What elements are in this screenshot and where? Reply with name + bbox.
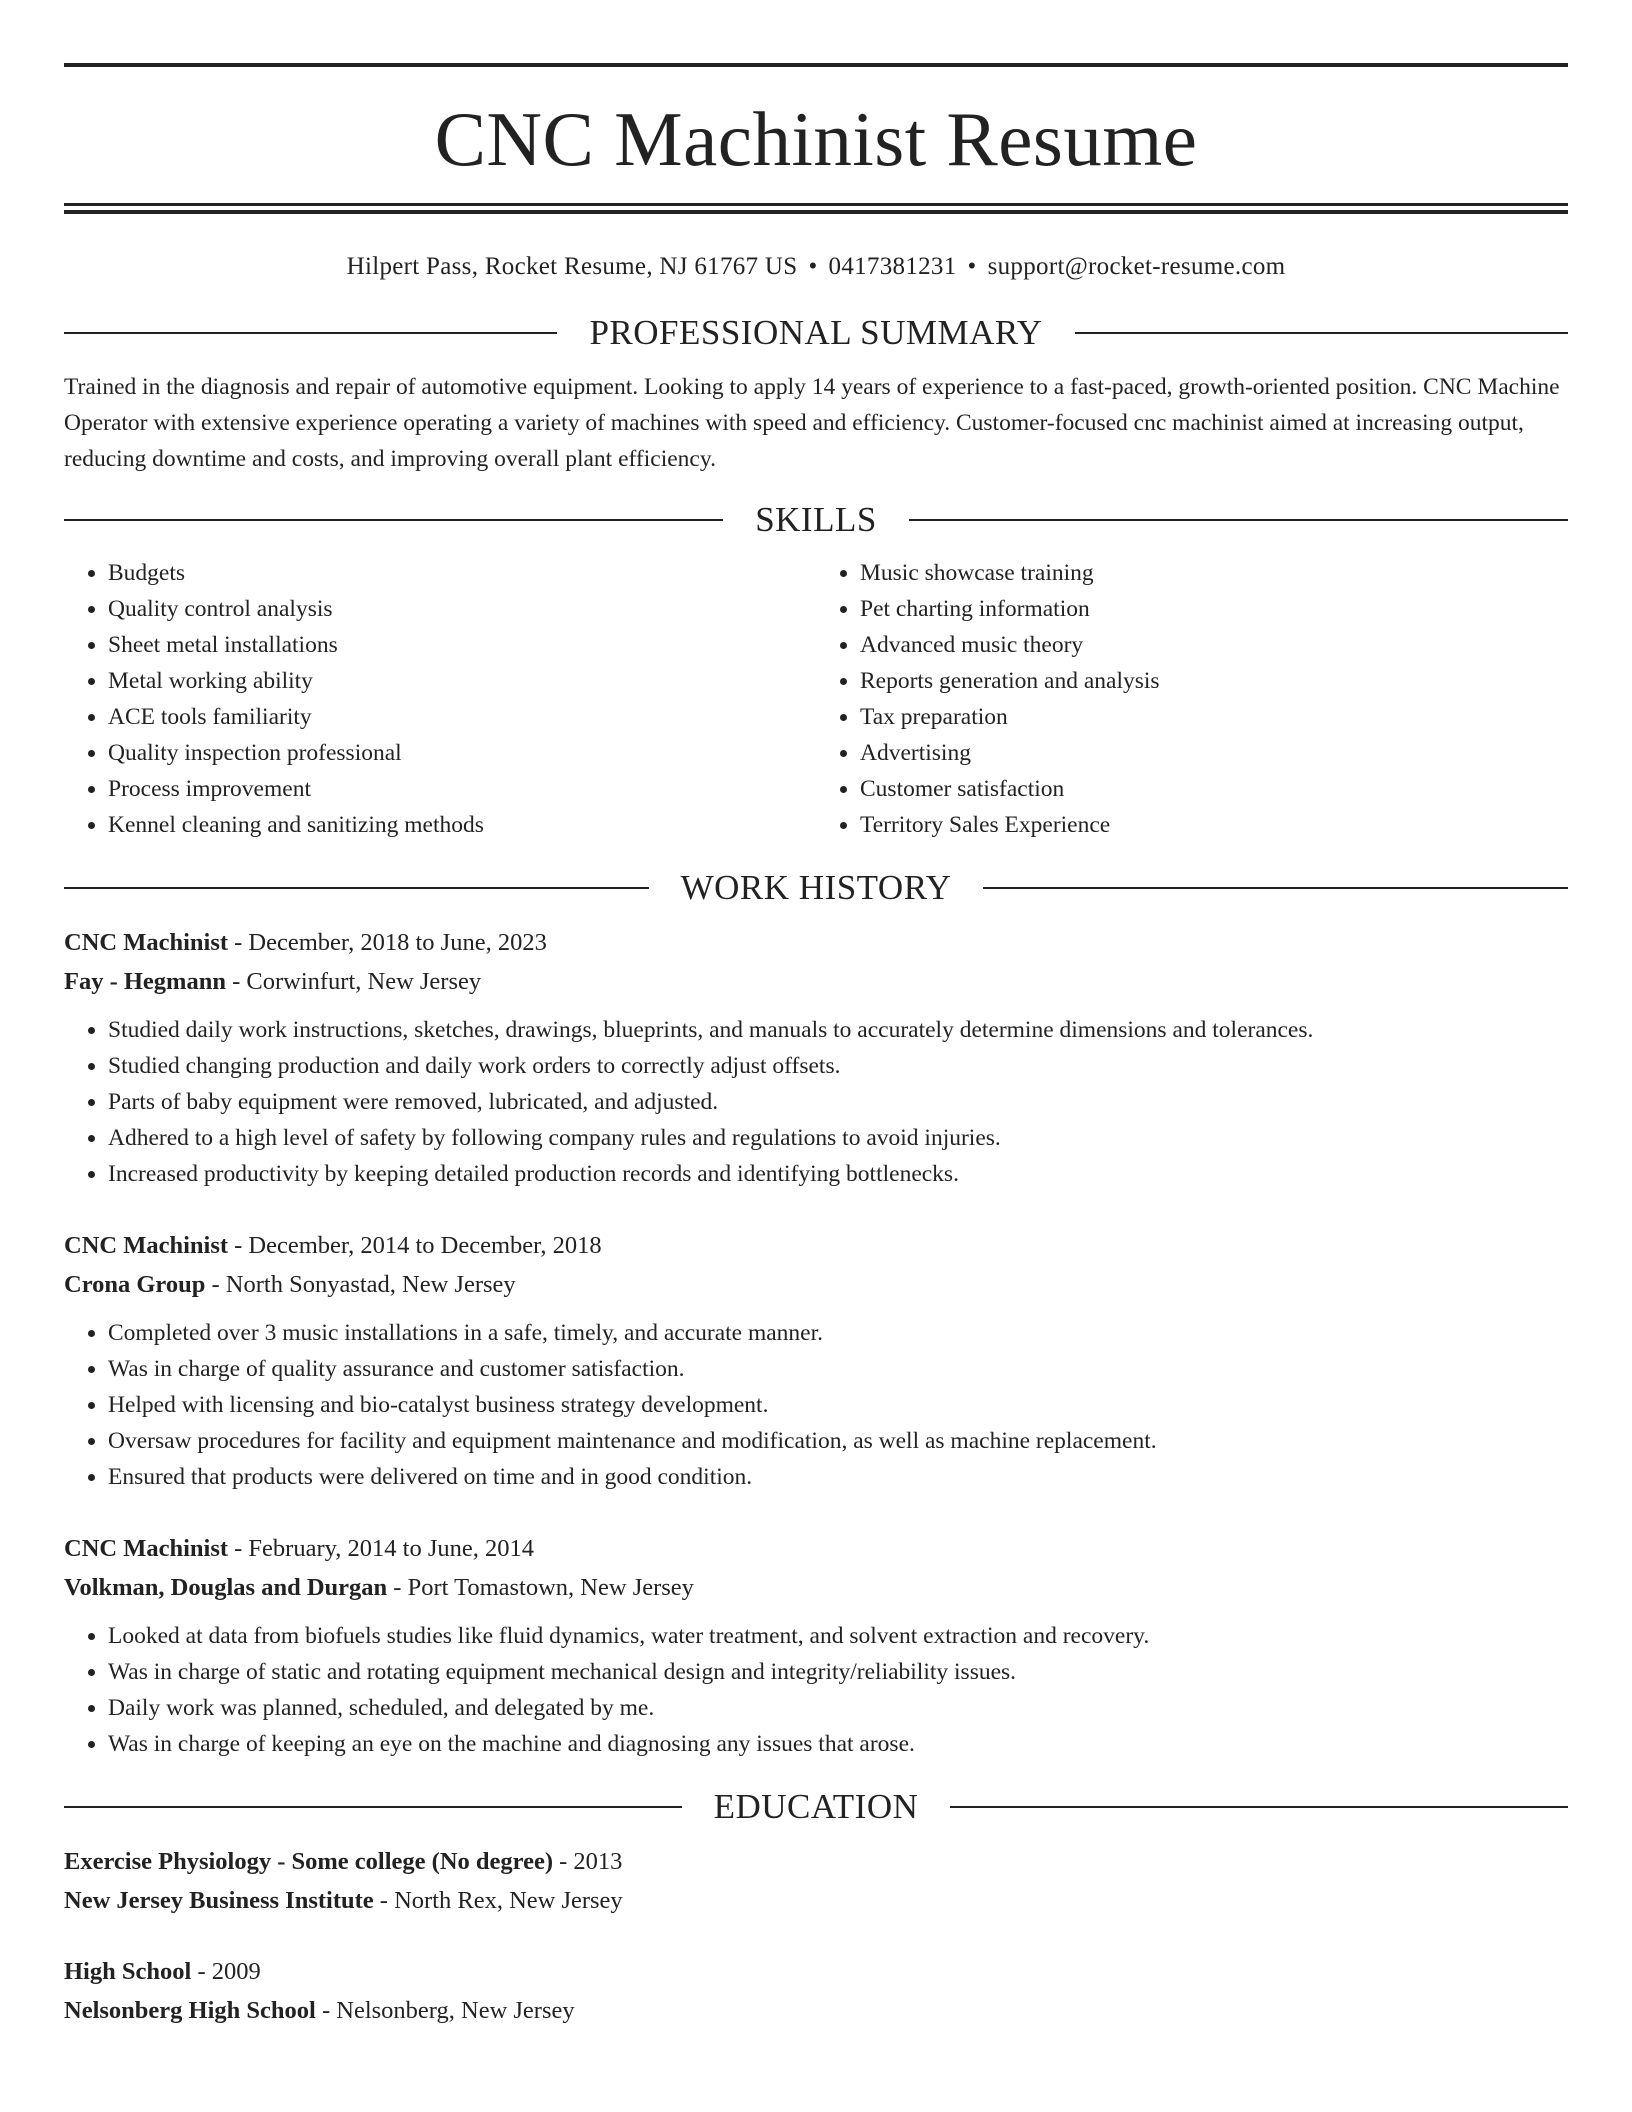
job-bullet: • Was in charge of quality assurance and customer satisfaction. <box>108 1351 1568 1387</box>
job-bullet: • Was in charge of static and rotating equipment mechanical design and integrity/reliability issues. <box>108 1654 1568 1690</box>
job-title: CNC Machinist <box>64 1232 229 1259</box>
divider-line <box>950 1806 1568 1808</box>
divider-line <box>909 519 1568 521</box>
skill-item: • Reports generation and analysis <box>860 663 1568 699</box>
title-double-rule <box>64 203 1568 214</box>
skill-item: • Quality control analysis <box>108 591 816 627</box>
job-bullet: • Was in charge of keeping an eye on the machine and diagnosing any issues that arose. <box>108 1726 1568 1762</box>
job-title-line <box>64 1529 1568 1569</box>
skill-item: • Territory Sales Experience <box>860 807 1568 843</box>
job-title-line <box>64 923 1568 963</box>
section-title: EDUCATION <box>713 1787 919 1826</box>
section-title: PROFESSIONAL SUMMARY <box>589 313 1043 352</box>
divider-line <box>64 332 557 334</box>
job-bullet: • Parts of baby equipment were removed, lubricated, and adjusted. <box>108 1084 1568 1120</box>
contact-separator: • <box>967 253 977 280</box>
job-company-line <box>64 962 1568 1002</box>
contact-email: support@rocket-resume.com <box>987 253 1286 280</box>
job-bullet: • Completed over 3 music installations in a safe, timely, and accurate manner. <box>108 1315 1568 1351</box>
work-history-list <box>64 923 1568 1762</box>
skill-item: • ACE tools familiarity <box>108 699 816 735</box>
skill-item: • Budgets <box>108 555 816 591</box>
job-bullets <box>64 1618 1568 1762</box>
job-bullet: • Looked at data from biofuels studies like fluid dynamics, water treatment, and solvent extraction and recovery. <box>108 1618 1568 1654</box>
summary-text: Trained in the diagnosis and repair of automotive equipment. Looking to apply 14 years of experience to a fast-paced, growth-oriented position. CNC Machine Operator with extensive experience operating a variety of machines with speed and efficiency. Customer-focused cnc machinist aimed at increasing output, reducing downtime and costs, and improving overall plant efficiency. <box>64 374 1560 472</box>
education-location: - Nelsonberg, New Jersey <box>315 1997 575 2024</box>
skill-item: • Process improvement <box>108 771 816 807</box>
job-entry <box>64 1529 1568 1762</box>
education-school-line <box>64 1881 1568 1920</box>
job-company: Volkman, Douglas and Durgan <box>64 1574 388 1601</box>
education-degree-line <box>64 1952 1568 1991</box>
education-year: - 2013 <box>552 1848 623 1875</box>
education-list <box>64 1842 1568 2030</box>
education-school: Nelsonberg High School <box>64 1997 316 2024</box>
skill-item: • Advertising <box>860 735 1568 771</box>
job-bullet: • Ensured that products were delivered on time and in good condition. <box>108 1459 1568 1495</box>
education-degree: Exercise Physiology - Some college (No degree) <box>64 1848 553 1875</box>
contact-address: Hilpert Pass, Rocket Resume, NJ 61767 US <box>346 253 798 280</box>
skill-item: • Kennel cleaning and sanitizing methods <box>108 807 816 843</box>
job-entry <box>64 1226 1568 1495</box>
education-degree-line <box>64 1842 1568 1881</box>
section-heading-work <box>64 867 1568 909</box>
job-dates: - December, 2018 to June, 2023 <box>228 929 547 956</box>
section-heading-education <box>64 1786 1568 1828</box>
job-title: CNC Machinist <box>64 1535 229 1562</box>
job-bullet: • Studied daily work instructions, sketches, drawings, blueprints, and manuals to accurately determine dimensions and tolerances. <box>108 1012 1568 1048</box>
education-school: New Jersey Business Institute <box>64 1887 374 1914</box>
job-location: - North Sonyastad, New Jersey <box>205 1271 516 1298</box>
education-degree: High School <box>64 1958 192 1985</box>
section-title: WORK HISTORY <box>680 868 952 907</box>
divider-line <box>983 887 1568 889</box>
education-entry <box>64 1952 1568 2030</box>
job-location: - Corwinfurt, New Jersey <box>225 968 482 995</box>
job-company-line <box>64 1568 1568 1608</box>
education-entry <box>64 1842 1568 1920</box>
job-location: - Port Tomastown, New Jersey <box>387 1574 694 1601</box>
divider-line <box>64 887 649 889</box>
job-bullet: • Increased productivity by keeping detailed production records and identifying bottlenecks. <box>108 1156 1568 1192</box>
job-company-line <box>64 1265 1568 1305</box>
contact-phone: 0417381231 <box>828 253 957 280</box>
page-title: CNC Machinist Resume <box>434 96 1198 182</box>
skills-column-right <box>816 555 1568 843</box>
skill-item: • Pet charting information <box>860 591 1568 627</box>
divider-line <box>1075 332 1568 334</box>
skill-item: • Sheet metal installations <box>108 627 816 663</box>
contact-line <box>64 250 1568 284</box>
job-bullet: • Daily work was planned, scheduled, and delegated by me. <box>108 1690 1568 1726</box>
job-bullet: • Oversaw procedures for facility and equipment maintenance and modification, as well as machine replacement. <box>108 1423 1568 1459</box>
section-title: SKILLS <box>755 500 877 539</box>
job-title: CNC Machinist <box>64 929 229 956</box>
job-entry <box>64 923 1568 1192</box>
job-dates: - February, 2014 to June, 2014 <box>228 1535 534 1562</box>
skill-item: • Advanced music theory <box>860 627 1568 663</box>
skills-column-left <box>64 555 816 843</box>
skill-item: • Customer satisfaction <box>860 771 1568 807</box>
skill-item: • Quality inspection professional <box>108 735 816 771</box>
job-bullets <box>64 1012 1568 1192</box>
education-year: - 2009 <box>191 1958 261 1985</box>
section-heading-summary <box>64 312 1568 354</box>
divider-line <box>64 1806 682 1808</box>
section-heading-skills <box>64 499 1568 541</box>
skill-item: • Metal working ability <box>108 663 816 699</box>
education-location: - North Rex, New Jersey <box>373 1887 623 1914</box>
job-bullet: • Helped with licensing and bio-catalyst business strategy development. <box>108 1387 1568 1423</box>
job-company: Crona Group <box>64 1271 206 1298</box>
resume-content <box>64 63 1568 2030</box>
divider-line <box>64 519 723 521</box>
job-bullets <box>64 1315 1568 1495</box>
skill-item: • Tax preparation <box>860 699 1568 735</box>
contact-separator: • <box>808 253 818 280</box>
job-bullet: • Studied changing production and daily work orders to correctly adjust offsets. <box>108 1048 1568 1084</box>
job-dates: - December, 2014 to December, 2018 <box>228 1232 602 1259</box>
job-title-line <box>64 1226 1568 1266</box>
skills-list <box>64 555 1568 843</box>
job-bullet: • Adhered to a high level of safety by following company rules and regulations to avoid injuries. <box>108 1120 1568 1156</box>
job-company: Fay - Hegmann <box>64 968 226 995</box>
skill-item: • Music showcase training <box>860 555 1568 591</box>
education-school-line <box>64 1991 1568 2030</box>
